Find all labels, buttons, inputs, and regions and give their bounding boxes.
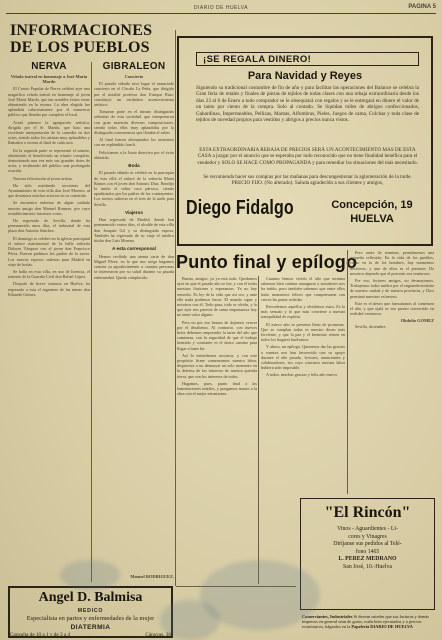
gibraleon-heading: GIBRALEON [102,61,166,72]
nerva-paragraph: Ha regresado de Sevilla, donde ha permanecido unos días, el industrial de esta plaza don Antonio Sánchez. [8,218,90,234]
gibraleon-paragraph: Al final fueron obsequiados los asistentes con un espléndido lunch. [94,137,174,148]
ad-body-center: ESTA EXTRAORDINARIA REBAJA DE PRECIOS SERÁ UN ACONTECIMIENTO MAS DE ESTA CASA a juzgar por el anuncio que se esperaba por todo reconocido que no tiene finalidad benéfica para el vendedor y SOLO SE HACE COMO PROPAGANDA y para remediar las situaciones del más necesitado. [197,147,418,166]
running-header [6,3,436,13]
doctor-treatment: DIATERMIA [70,624,111,631]
el-rincon-text [304,526,431,572]
nerva-signature: Manuel RODRIGUEZ. [130,574,174,579]
correo-text: Hemos recibido una atenta carta de don Miguel Pérez, en la que nos ruega hagamos constar su agradecimiento a cuantas personas se interesaron por su salud durante su pasada enfermedad. Queda complacido. [94,253,174,280]
printing-ad-shop: Papelería DIARIO DE HUELVA [351,624,413,630]
gibraleon-paragraph: Felicitamos a la Junta directiva por el éxito obtenido. [94,149,174,160]
ad-address [318,198,426,226]
water-stain [160,600,220,640]
viajeros-heading: Viajeros [125,209,143,215]
gibraleon-column [94,60,174,570]
printing-ad-lead: Comerciantes, Industriales [302,614,353,619]
article-paragraph: Pero no por eso hemos de dejarnos vencer por el desaliento. Al contrario, con nuevos bríos debemos emprender la tarea del año que comienza, con la seguridad de que el trabajo honrado y constante es el único camino para llegar a buen fin. [177,319,257,351]
printing-ad-text: Si desean ustedes que sus facturas y demás impresos en general sean de gusto, estén bien ejecutados y a precios económicos, háganlos en la [302,614,430,630]
header-rule [6,13,436,14]
gibraleon-paragraph: Tomaron parte en el mismo distinguidas señoritas de esta sociedad, que interpretaron con gran maestría diversas composiciones, siendo todas ellas muy aplaudidas por la distinguida concurrencia que llenaba el salón. [94,109,174,136]
article-paragraph: El nuevo año se presenta lleno de promesas. Que se cumplan todas es nuestro deseo más ferviente, y que la paz y el bienestar reinen en todos los hogares huelvanos. [261,321,345,343]
article-paragraph: Así lo entendemos nosotros, y con este propósito firme comenzamos nuestra labor, dispuestos a no desmayar un solo momento en la defensa de los intereses de nuestra querida tierra, que son los intereses de todos. [177,352,257,379]
running-title: DIARIO DE HUELVA [193,5,249,11]
article-paragraph: Pero antes de terminar, permítasenos una pequeña reflexión. En la vida de los pueblos, como en la de los hombres, hay momentos decisivos, y uno de ellos es el presente. De nosotros depende que el porvenir sea venturoso. [350,250,434,276]
gibraleon-subheading: Concierto [124,74,144,79]
water-stain [60,560,120,590]
article-paragraph: Recordemos aquellos y olvidemos estos. Es lo más sensato y lo que más conviene a nuestra tranquilidad de espíritu. [261,304,345,320]
article-paragraph: A todos, muchas gracias y feliz año nuevo. [266,372,338,378]
ad-address-street: Concepción, 19 [331,199,413,211]
column-divider [258,276,259,584]
page-number: PAGINA 5 [408,4,436,10]
column-divider [347,250,348,494]
nerva-paragraph: Nuestra felicitación al joven artista. [13,175,73,181]
ad-body: Siguiendo su tradicional costumbre de fin de año y para facilitar las operaciones del Balance se celebra la Gran feria de retales y finales de piezas de tejidos de todas clases con una rebaja extraordinaria desde los días 23 al 6 de Enero a todo comprador se le obsequiará con regalos y se le entregará en dinero el valor de un tanto por ciento de la compra. Solo al contado. Se liquidan miles de abrigos confeccionados, Gabardinas, Impermeables, Pellizas, Mantas, Alfombras, Pieles, Juegos de cama, Colchas y toda clase de tejidos de novedad propios para vestidos y abrigos a precios nunca vistos. [196,85,419,124]
boda-text: El pasado sábado se celebró en la parroquia de esta villa el enlace de la señorita María Ramos con el joven don Antonio Díaz. Bendijo la unión el señor cura párroco, siendo apadrinados por los padres de los contrayentes. Los novios salieron en el tren de la tarde para Sevilla. [94,170,174,207]
article-column-3 [350,250,434,494]
ad-banner-text: ¡SE REGALA DINERO! [203,54,312,65]
column-divider [175,30,176,586]
el-rincon-line: L. PEREZ MEDRANO [338,556,397,563]
ad-address-city: HUELVA [350,213,394,225]
nerva-paragraph: Se encuentra enfermo de algún cuidado nuestro amigo don Manuel Romero, por cuyo restablecimiento hacemos votos. [8,200,90,216]
viajeros-text: Han regresado de Madrid, donde han permanecido varios días, el alcalde de esta villa don Joaquín Gil y su distinguida esposa. También ha regresado de su viaje el médico titular don Luis Moreno. [94,217,174,244]
doctor-hours: Consulta de 10 a 1 y de 3 a 4 [10,632,71,638]
ad-headline: Para Navidad y Reyes [247,70,363,82]
doctor-street: Cánovas, 36 [145,632,171,638]
section-title: INFORMACIONES DE LOS PUEBLOS [10,22,153,56]
el-rincon-name: "El Rincón" [324,504,411,521]
column-divider [91,62,92,582]
ad-brand: Diego Fidalgo [186,197,294,219]
printing-ad [300,614,435,630]
article-paragraph: Este es el deseo que formulamos al comenzar el año, y que ojalá se vea pronto convertido en realidad venturosa. [350,300,434,317]
nerva-paragraph: En la segunda parte se representó el sainete, obteniendo el beneficiado un triunfo completo, demostrando una vez más sus grandes dotes de actor, y recibiendo del público una prolongada ovación. [8,147,90,174]
doctor-hours-row [10,632,171,638]
doctor-name: Angel D. Balmisa [38,590,143,605]
ad-banner [196,52,419,66]
article-title: Punto final y epílogo [176,252,358,272]
el-rincon-line: Diríjanse sus pedidos al Telé- [333,541,402,548]
gibraleon-paragraph: El pasado sábado tuvo lugar el anunciado concierto en el Círculo La Peña, que dirigido por el notable profesor don Enrique Ruiz, constituyó un verdadero acontecimiento artístico. [94,81,174,108]
nerva-column [8,60,90,582]
doctor-label: MEDICO [77,608,104,614]
doctor-specialty: Especialista en partos y enfermedades de la mujer [26,615,155,622]
nerva-paragraph: El domingo se celebró en la iglesia parroquial el enlace matrimonial de la bella señorita Dolores Vázquez con el joven don Francisco Pérez. Fueron padrinos los padres de la novia. Los nuevos esposos salieron para Madrid en viaje de bodas. [8,235,90,267]
ad-closing: Se recomienda hacer sus compras por las mañanas para descongestionar la aglomeración de la tarde. PRECIO FIJO. (No alterado). Saluda agradecido a sus clientes y amigos, [203,174,412,187]
nerva-heading: NERVA [31,61,67,72]
nerva-paragraph: Después de breve estancia en Huelva, ha regresado a esta el ingeniero de las minas don Eduardo Gómez. [8,281,90,297]
article-paragraph: Bueno, amigos, ya ya está todo. Quedamos ayer en que el pasado año se fue, y con él todas nuestras ilusiones y esperanzas. Ya no hay remedio. Es ley de la vida que así sea, y ante ella nada podemos hacer. El mundo sigue y nosotros con él. Todo pasa, todo se olvida, y lo que ayer nos parecía de suma importancia hoy no tiene valor alguno. [177,276,257,318]
nerva-paragraph: Ha sido nombrado secretario del Ayuntamiento de esta villa don José Moreno, al que deseamos muchos aciertos en su cometido. [8,182,90,199]
el-rincon-line: Vinos - Aguardientes - Li- [337,526,398,532]
article-column-1 [177,276,257,584]
el-rincon-line: cores y Vinagres [348,533,387,540]
boda-heading: Boda [128,163,140,169]
article-paragraph: Por eso, lectores amigos, no desmayemos. Trabajemos todos unidos por el engrandecimiento de nuestra ciudad y de nuestra provincia, y Dios premiará nuestros esfuerzos. [350,278,434,299]
el-rincon-line: San José, 10.-Huelva [343,563,392,570]
nerva-subheading: Velada teatral en homenaje a José María Mardo [10,74,88,85]
nerva-paragraph: El Centro Popular de Nerva celebró ayer una magnífica velada teatral en homenaje al joven José María Mardo, que tan notables éxitos viene obteniendo en la escena. La obra elegida fue aplaudida calurosamente por el numeroso público que llenaba por completo el local. [8,86,90,118]
nerva-paragraph: Se halla en esta villa, en uso de licencia, el teniente de la Guardia Civil don Rafael López. [8,268,90,280]
article-paragraph: Y ahora, un epílogo. Queremos dar las gracias a cuantos nos han favorecido con su apoyo durante el año pasado, lectores, anunciantes y colaboradores, sin cuyo concurso nuestra labor hubiera sido imposible. [261,344,345,371]
article-signature-place: Sevilla, diciembre. [355,323,387,329]
nerva-paragraph: Actuó primero la agrupación artística, dirigida por el Sr. Martín, que hizo una excelente interpretación de la comedia en dos actos, siendo todos los artistas muy aplaudidos y llamados a escena al final de cada acto. [8,119,90,146]
el-rincon-line: fono 1465 [355,548,380,555]
article-paragraph: Cuantos hemos vivido el año que termina sabemos bien cuántas amarguras y sinsabores nos ha traído; pero también sabemos que entre ellos hubo momentos felices que compensaron con creces las penas sufridas. [261,276,345,302]
article-paragraph: Hagamos, pues, punto final a las lamentaciones inútiles, y pongamos manos a la obra con el mejor entusiasmo. [177,380,257,397]
correo-heading: A esta corresponsal [112,246,156,252]
article-signature: Obdulio GOMEZ [400,318,434,324]
